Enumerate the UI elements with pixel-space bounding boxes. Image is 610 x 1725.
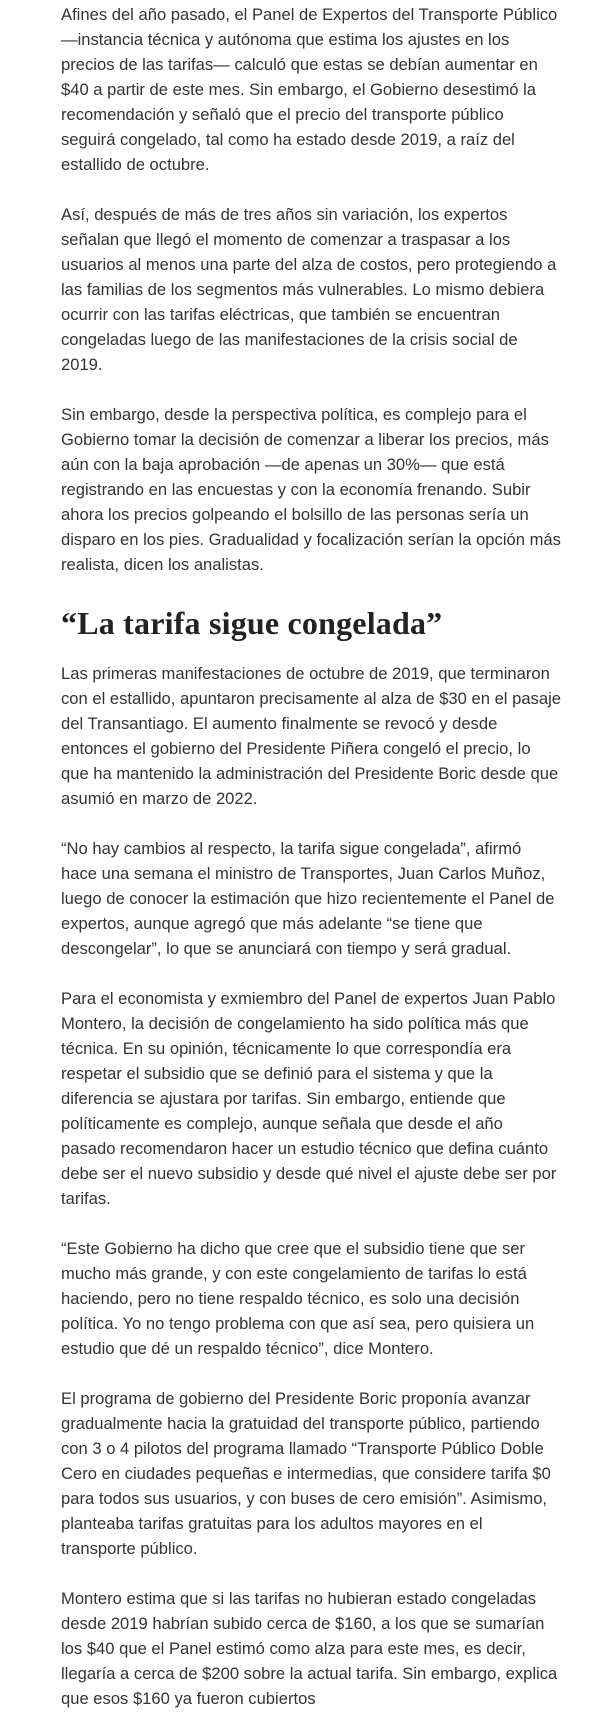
article-paragraph: Las primeras manifestaciones de octubre de 2019, que terminaron con el estallido, apuntaron precisamente al alza de $30 en el pasaje del Transantiago. El aumento finalmente se revocó y desde entonces el gobierno del Presidente Piñera congeló el precio, lo que ha mantenido la administración del Presidente Boric desde que asumió en marzo de 2022.	[61, 664, 561, 808]
article-paragraph: Afines del año pasado, el Panel de Expertos del Transporte Público —instancia técnica y autónoma que estima los ajustes en los precios de las tarifas— calculó que estas se debían aumentar en $40 a partir de este mes. Sin embargo, el Gobierno desestimó la recomendación y señaló que el precio del transporte público seguirá congelado, tal como ha estado desde 2019, a raíz del estallido de octubre.	[61, 5, 558, 174]
article-body	[61, 0, 561, 1711]
article-paragraph: El programa de gobierno del Presidente Boric proponía avanzar gradualmente hacia la gratuidad del transporte público, partiendo con 3 o 4 pilotos del programa llamado “Transporte Público Doble Cero en ciudades pequeñas e intermedias, que considere tarifa $0 para todos sus usuarios, y con buses de cero emisión”. Asimismo, planteaba tarifas gratuitas para los adultos mayores en el transporte público.	[61, 1389, 551, 1558]
article-paragraph: “Este Gobierno ha dicho que cree que el subsidio tiene que ser mucho más grande, y con este congelamiento de tarifas lo está haciendo, pero no tiene respaldo técnico, es solo una decisión política. Yo no tengo problema con que así sea, pero quisiera un estudio que dé un respaldo técnico”, dice Montero.	[61, 1239, 535, 1358]
article-paragraph: Así, después de más de tres años sin variación, los expertos señalan que llegó el momento de comenzar a traspasar a los usuarios al menos una parte del alza de costos, pero protegiendo a las familias de los segmentos más vulnerables. Lo mismo debiera ocurrir con las tarifas eléctricas, que también se encuentran congeladas luego de las manifestaciones de la crisis social de 2019.	[61, 205, 557, 374]
section-heading: “La tarifa sigue congelada”	[61, 605, 443, 641]
article-paragraph: Sin embargo, desde la perspectiva política, es complejo para el Gobierno tomar la decisión de comenzar a liberar los precios, más aún con la baja aprobación —de apenas un 30%— que está registrando en las encuestas y con la economía frenando. Subir ahora los precios golpeando el bolsillo de las personas sería un disparo en los pies. Gradualidad y focalización serían la opción más realista, dicen los analistas.	[61, 405, 561, 574]
article-paragraph: “No hay cambios al respecto, la tarifa sigue congelada”, afirmó hace una semana el ministro de Transportes, Juan Carlos Muñoz, luego de conocer la estimación que hizo recientemente el Panel de expertos, aunque agregó que más adelante “se tiene que descongelar”, lo que se anunciará con tiempo y será gradual.	[61, 839, 555, 958]
article-paragraph: Montero estima que si las tarifas no hubieran estado congeladas desde 2019 habrían subido cerca de $160, a los que se sumarían los $40 que el Panel estimó como alza para este mes, es decir, llegaría a cerca de $200 sobre la actual tarifa. Sin embargo, explica que esos $160 ya fueron cubiertos	[61, 1589, 558, 1708]
article-paragraph: Para el economista y exmiembro del Panel de expertos Juan Pablo Montero, la decisión de congelamiento ha sido política más que técnica. En su opinión, técnicamente lo que correspondía era respetar el subsidio que se definió para el sistema y que la diferencia se ajustara por tarifas. Sin embargo, entiende que políticamente es complejo, aunque señala que desde el año pasado recomendaron hacer un estudio técnico que defina cuánto debe ser el nuevo subsidio y desde qué nivel el ajuste debe ser por tarifas.	[61, 989, 557, 1208]
